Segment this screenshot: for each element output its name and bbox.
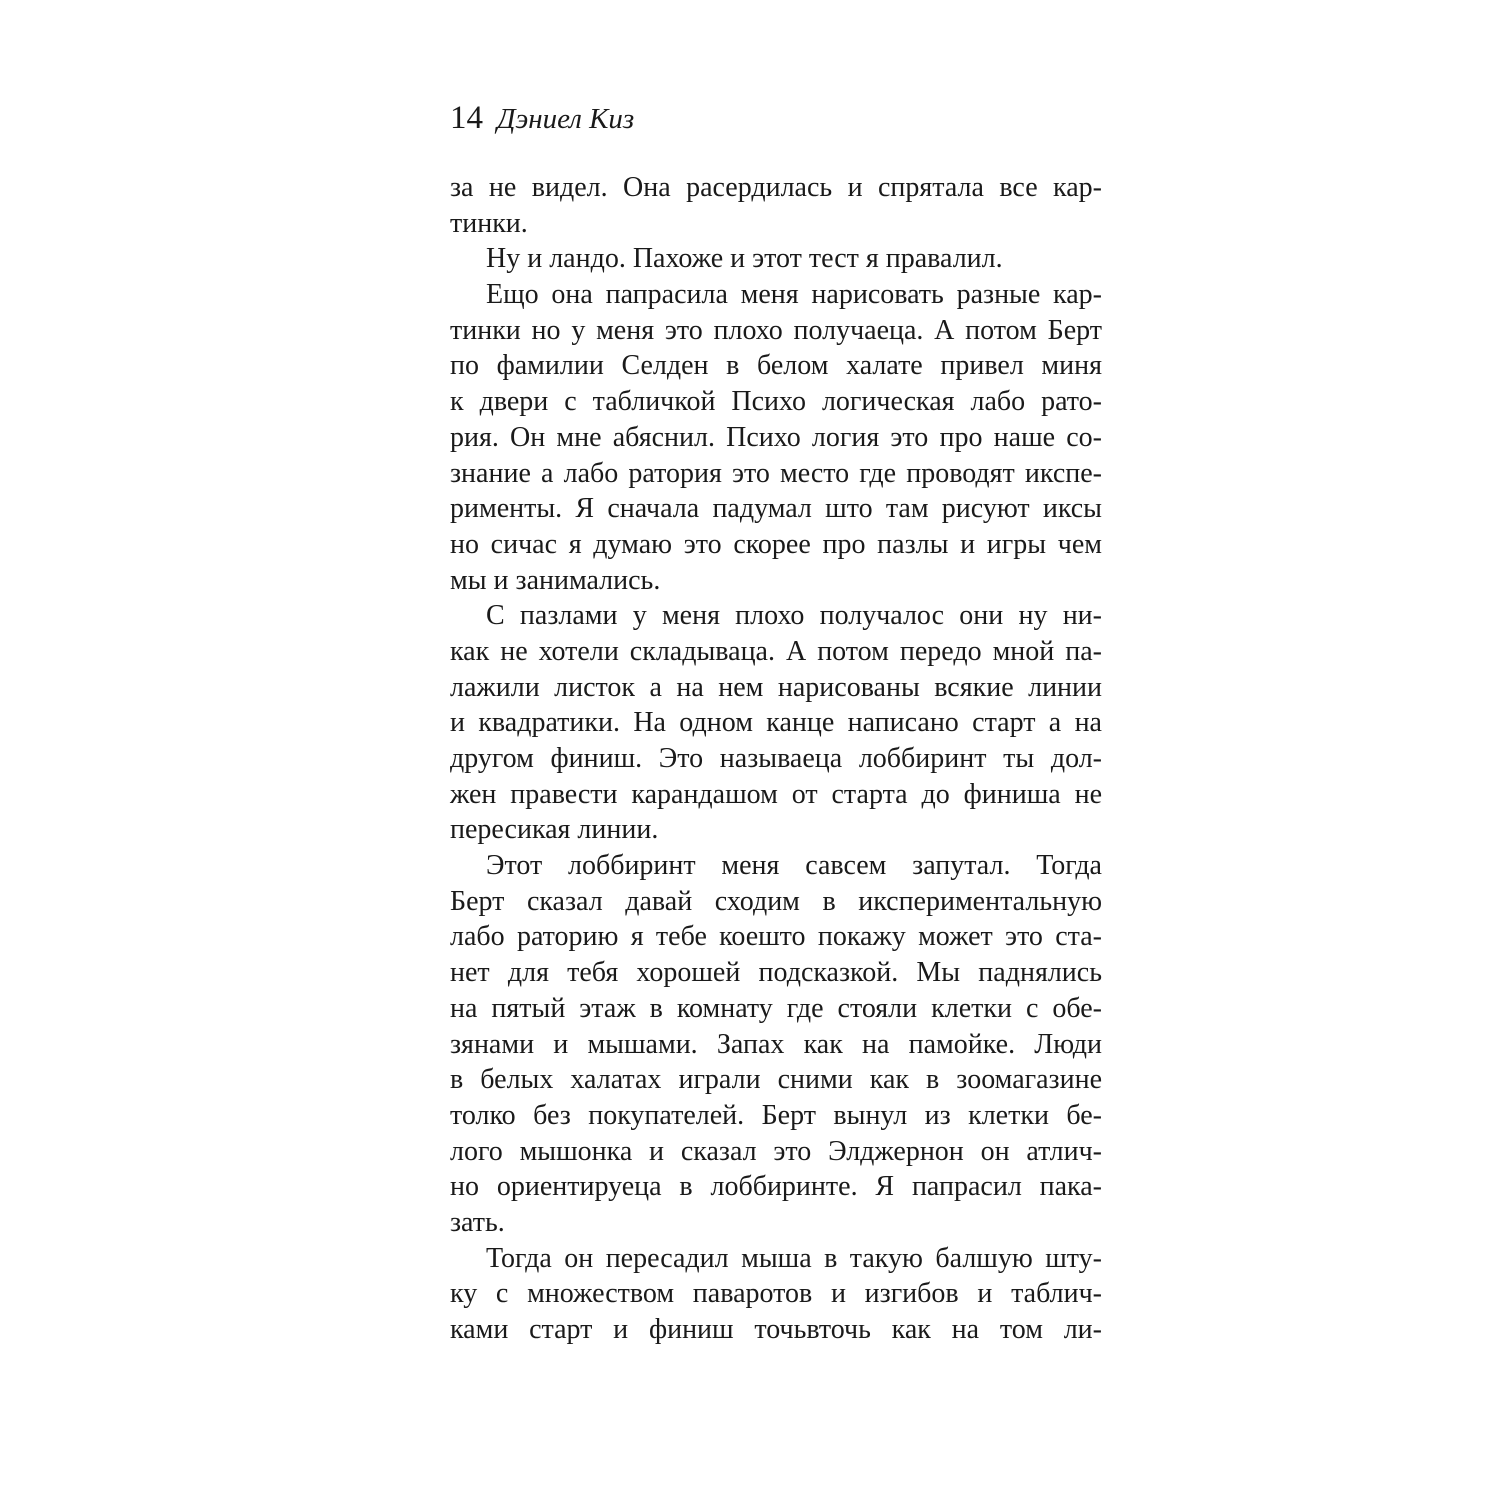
text-line: как не хотели складываца. А потом передо мной па- [450,635,1102,667]
text-line: Этот лоббиринт меня савсем запутал. Тогда [486,850,1102,882]
text-line: тинки но у меня это плохо получаеца. А потом Берт [450,314,1102,346]
text-line: на пятый этаж в комнату где стояли клетки с обе- [450,992,1102,1024]
text-line: мы и занимались. [450,564,661,596]
text-line: зать. [450,1206,505,1238]
text-line: рия. Он мне абяснил. Психо логия это про наше со- [450,421,1102,453]
text-line: но сичас я думаю это скорее про пазлы и игры чем [450,528,1102,560]
book-page [450,100,1102,1348]
text-line: Тогда он пересадил мыша в такую балшую шту- [486,1242,1102,1274]
text-line: к двери с табличкой Психо логическая лабо рато- [450,386,1102,418]
text-line: знание а лабо ратория это место где проводят икспе- [450,457,1102,489]
text-line: жен правести карандашом от старта до финиша не [450,778,1102,810]
text-line: ку с множеством паваротов и изгибов и таблич- [450,1278,1102,1310]
text-line: зянами и мышами. Запах как на памойке. Люди [450,1028,1102,1060]
text-line: нет для тебя хорошей подсказкой. Мы паднялись [450,957,1102,989]
text-line: лажили листок а на нем нарисованы всякие линии [450,671,1102,703]
text-line: тинки. [450,207,528,239]
running-head-author: Дэниел Киз [497,103,635,135]
text-line: лабо раторию я тебе коешто покажу может это ста- [450,921,1102,953]
text-line: в белых халатах играли сними как в зоомагазине [450,1064,1102,1096]
text-line: Ещо она папрасила меня нарисовать разные кар- [486,279,1102,311]
body-text [450,170,1102,1348]
text-line: С пазлами у меня плохо получалос они ну ни- [486,600,1102,632]
text-line: толко без покупателей. Берт вынул из клетки бе- [450,1099,1102,1131]
text-line: рименты. Я сначала падумал што там рисуют иксы [450,493,1102,525]
text-line: по фамилии Селден в белом халате привел миня [450,350,1102,382]
running-head [450,100,1102,150]
text-line: другом финиш. Это называеца лоббиринт ты дол- [450,743,1102,774]
text-line: Берт сказал давай сходим в икспериментальную [450,885,1102,917]
text-line: лого мышонка и сказал это Элджернон он атлич- [450,1135,1102,1167]
text-line: Ну и ландо. Пахоже и этот тест я правалил. [486,243,1003,275]
page-number: 14 [450,100,483,136]
text-line: но ориентируеца в лоббиринте. Я папрасил пака- [450,1171,1102,1203]
text-line: за не видел. Она расердилась и спрятала все кар- [450,172,1102,203]
text-line: и квадратики. На одном канце написано старт а на [450,707,1102,739]
text-line: ками старт и финиш точьвточь как на том ли- [450,1314,1102,1345]
text-line: пересикая линии. [450,814,659,846]
